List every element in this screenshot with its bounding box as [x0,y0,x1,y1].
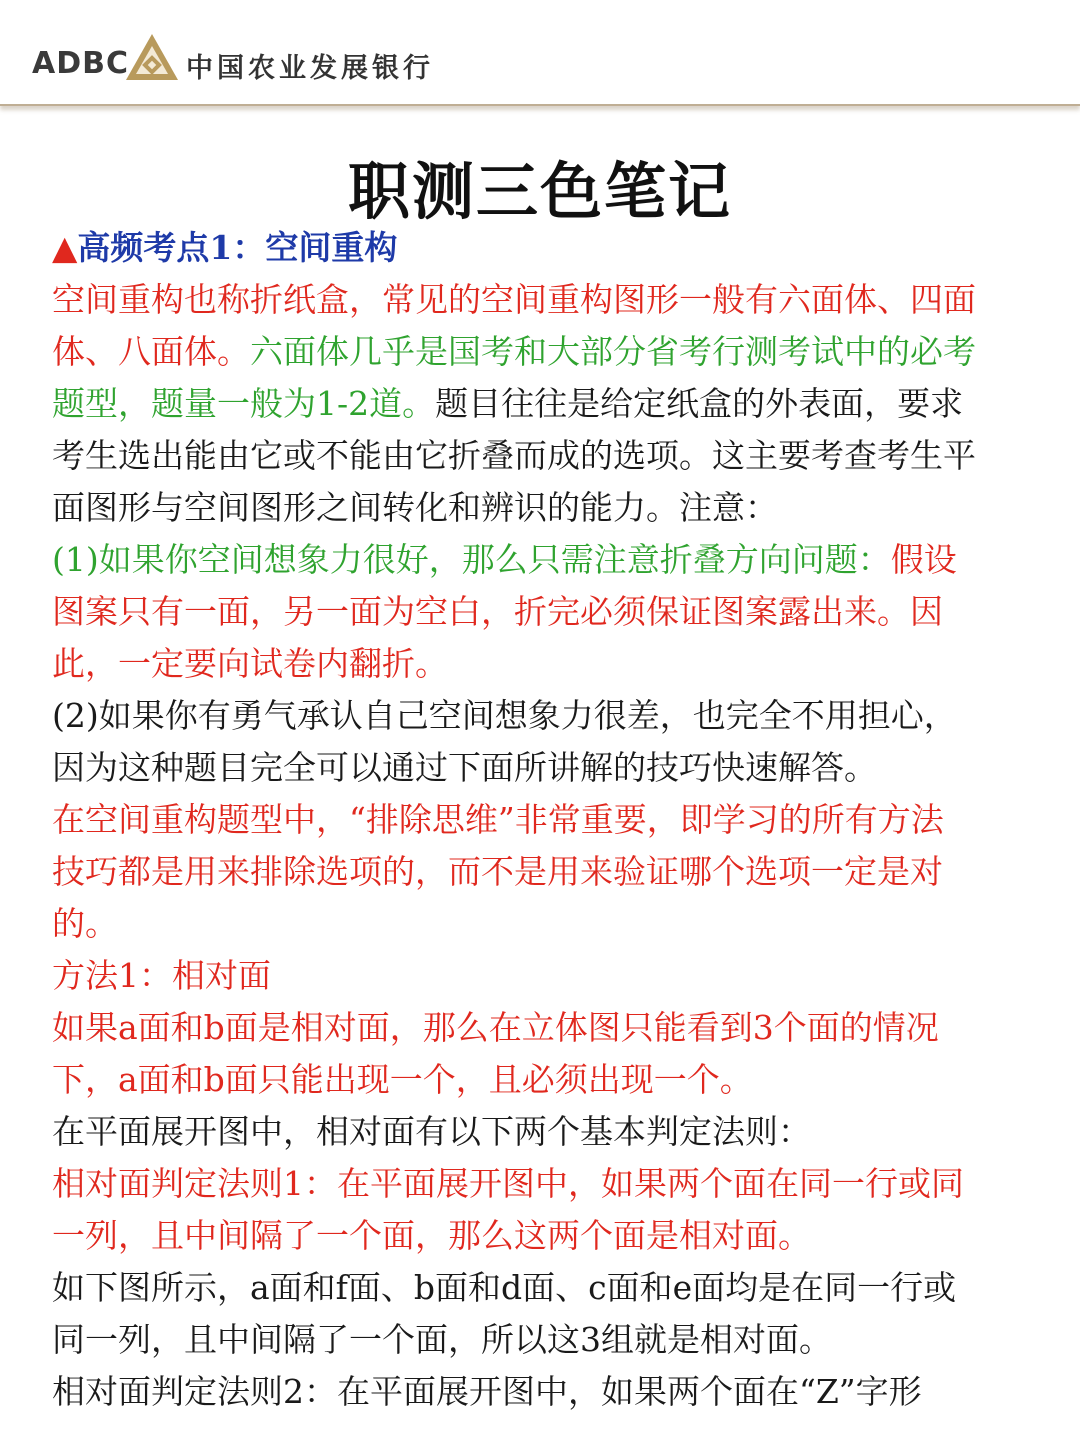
text-line [52,1106,1042,1158]
text-segment-red: 下，a面和b面只能出现一个，且必须出现一个。 [52,1060,753,1099]
text-line [52,586,1042,638]
header-bar [0,0,1080,106]
text-segment-black: (2)如果你有勇气承认自己空间想象力很差，也完全不用担心， [52,696,957,735]
text-segment-red: 图案只有一面，另一面为空白，折完必须保证图案露出来。因 [52,592,943,631]
text-line [52,846,1042,898]
page-title: 职测三色笔记 [347,155,732,228]
notes-body [52,222,1042,1418]
text-line [52,378,1042,430]
text-segment-black: 同一列，且中间隔了一个面，所以这3组就是相对面。 [52,1320,832,1359]
text-line [52,1054,1042,1106]
text-line [52,742,1042,794]
text-segment-black: 题目往往是给定纸盒的外表面，要求 [435,384,964,423]
adbc-logo-icon [124,32,180,82]
text-line [52,898,1042,950]
text-line [52,1314,1042,1366]
text-segment-red: 在空间重构题型中，“排除思维”非常重要，即学习的所有方法 [52,800,944,839]
text-segment-black: 面图形与空间图形之间转化和辨识的能力。注意： [52,488,778,527]
text-segment-red: 此，一定要向试卷内翻折。 [52,644,448,683]
text-segment-red: 技巧都是用来排除选项的，而不是用来验证哪个选项一定是对 [52,852,943,891]
brand-name: 中国农业发展银行 [186,53,434,84]
text-segment-red: 假设 [890,540,957,579]
text-line [52,794,1042,846]
text-line [52,1158,1042,1210]
text-line [52,1002,1042,1054]
section-heading [52,222,1042,274]
text-segment-black: 在平面展开图中，相对面有以下两个基本判定法则： [52,1112,811,1151]
text-line [52,482,1042,534]
brand-abbreviation: ADBC [32,46,130,81]
text-line [52,1262,1042,1314]
text-line [52,274,1042,326]
text-segment-black: 考生选出能由它或不能由它折叠而成的选项。这主要考查考生平 [52,436,976,475]
text-segment-red: 体、八面体。 [52,332,250,371]
text-line [52,690,1042,742]
text-segment-red: 一列，且中间隔了一个面，那么这两个面是相对面。 [52,1216,811,1255]
notes-lines [52,274,1042,1418]
text-segment-red: 的。 [52,904,118,943]
text-segment-green: (1)如果你空间想象力很好，那么只需注意折叠方向问题： [52,540,891,579]
triangle-marker-icon: ▲ [52,228,78,267]
text-line [52,950,1042,1002]
text-line [52,1210,1042,1262]
text-segment-black: 相对面判定法则2：在平面展开图中，如果两个面在“Z”字形 [52,1372,922,1411]
text-line [52,638,1042,690]
section-heading-text: 高频考点1：空间重构 [77,228,398,267]
text-segment-red: 如果a面和b面是相对面，那么在立体图只能看到3个面的情况 [52,1008,939,1047]
text-line [52,534,1042,586]
text-segment-black: 因为这种题目完全可以通过下面所讲解的技巧快速解答。 [52,748,877,787]
text-segment-red: 方法1：相对面 [52,956,271,995]
text-line [52,326,1042,378]
text-segment-green: 题型，题量一般为1-2道。 [52,384,436,423]
text-line [52,1366,1042,1418]
text-segment-red: 相对面判定法则1：在平面展开图中，如果两个面在同一行或同 [52,1164,964,1203]
text-segment-green: 六面体几乎是国考和大部分省考行测考试中的必考 [250,332,976,371]
text-segment-black: 如下图所示，a面和f面、b面和d面、c面和e面均是在同一行或 [52,1268,957,1307]
text-line [52,430,1042,482]
text-segment-red: 空间重构也称折纸盒，常见的空间重构图形一般有六面体、四面 [52,280,976,319]
